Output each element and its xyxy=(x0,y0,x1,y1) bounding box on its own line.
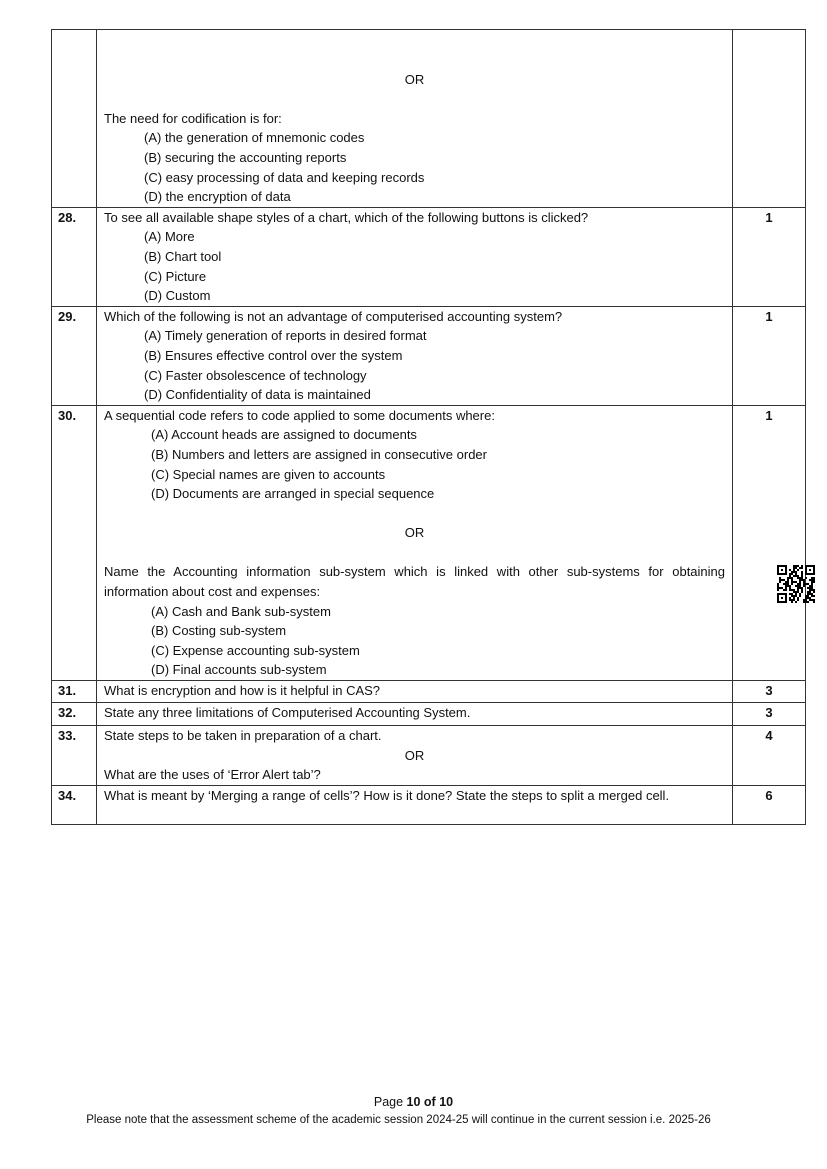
question-row xyxy=(52,207,806,306)
answer-option: (A) Cash and Bank sub-system xyxy=(151,603,331,619)
answer-option: (D) Documents are arranged in special sequence xyxy=(151,486,435,502)
or-separator: OR xyxy=(404,525,425,541)
answer-option: (D) Custom xyxy=(144,288,211,304)
page-current: 10 xyxy=(406,1095,421,1109)
page-number xyxy=(0,1095,827,1109)
marks: 6 xyxy=(733,786,806,825)
question-text-cell xyxy=(97,726,733,786)
page-total: 10 xyxy=(439,1095,454,1109)
marks: 3 xyxy=(733,681,806,703)
question-row xyxy=(52,786,806,825)
footer-note: Please note that the assessment scheme of the academic session 2024-25 will continue in the current session i.e. 2025-26 xyxy=(86,1114,711,1126)
marks: 4 xyxy=(733,726,806,786)
question-text: To see all available shape styles of a chart, which of the following buttons is clicked? xyxy=(104,209,589,225)
question-text: Name the Accounting information sub-system which is linked with other sub-systems for obtaining information about cost and expenses: xyxy=(104,564,725,600)
answer-option: (C) Expense accounting sub-system xyxy=(151,642,360,658)
question-text-cell xyxy=(97,30,733,208)
answer-option: (D) the encryption of data xyxy=(144,189,291,205)
answer-option: (B) Ensures effective control over the system xyxy=(144,347,403,363)
page-of: of xyxy=(420,1095,440,1109)
question-row xyxy=(52,306,806,405)
question-number: 33. xyxy=(52,726,97,786)
question-number: 32. xyxy=(52,703,97,726)
question-number: 28. xyxy=(52,207,97,306)
question-text-cell xyxy=(97,405,733,680)
question-text: State any three limitations of Computerised Accounting System. xyxy=(104,705,471,721)
question-number: 34. xyxy=(52,786,97,825)
question-text: Which of the following is not an advantage of computerised accounting system? xyxy=(104,308,563,324)
answer-option: (B) Numbers and letters are assigned in consecutive order xyxy=(151,446,487,462)
answer-option: (A) the generation of mnemonic codes xyxy=(144,130,365,146)
answer-option: (D) Final accounts sub-system xyxy=(151,662,327,678)
question-text-cell xyxy=(97,207,733,306)
page-label: Page xyxy=(373,1095,407,1109)
question-text-cell xyxy=(97,681,733,703)
question-row xyxy=(52,30,806,208)
answer-option: (B) Chart tool xyxy=(144,248,222,264)
question-text: What is meant by ‘Merging a range of cells’? How is it done? State the steps to split a merged cell. xyxy=(104,788,670,804)
or-separator: OR xyxy=(404,71,425,87)
answer-option: (C) easy processing of data and keeping records xyxy=(144,169,425,185)
question-text: The need for codification is for: xyxy=(104,110,282,126)
question-text: What is encryption and how is it helpful in CAS? xyxy=(104,683,381,699)
question-number: 29. xyxy=(52,306,97,405)
question-text: State steps to be taken in preparation of a chart. xyxy=(104,728,382,744)
question-row xyxy=(52,405,806,680)
marks: 1 xyxy=(733,207,806,306)
question-text: What are the uses of ‘Error Alert tab’? xyxy=(104,767,321,783)
answer-option: (C) Faster obsolescence of technology xyxy=(144,367,367,383)
answer-option: (C) Special names are given to accounts xyxy=(151,466,386,482)
question-text: A sequential code refers to code applied to some documents where: xyxy=(104,407,495,423)
marks: 1 xyxy=(733,405,806,680)
marks: 3 xyxy=(733,703,806,726)
answer-option: (B) Costing sub-system xyxy=(151,623,287,639)
qr-code-icon xyxy=(777,565,815,603)
marks xyxy=(733,30,806,208)
or-separator: OR xyxy=(404,747,425,763)
answer-option: (A) Timely generation of reports in desired format xyxy=(144,328,427,344)
question-number xyxy=(52,30,97,208)
question-table xyxy=(51,29,806,825)
question-text-cell xyxy=(97,703,733,726)
question-row xyxy=(52,681,806,703)
question-row xyxy=(52,726,806,786)
answer-option: (B) securing the accounting reports xyxy=(144,149,347,165)
question-row xyxy=(52,703,806,726)
question-text-cell xyxy=(97,306,733,405)
answer-option: (A) Account heads are assigned to documents xyxy=(151,427,417,443)
answer-option: (A) More xyxy=(144,229,195,245)
question-number: 30. xyxy=(52,405,97,680)
question-number: 31. xyxy=(52,681,97,703)
marks: 1 xyxy=(733,306,806,405)
answer-option: (C) Picture xyxy=(144,268,207,284)
answer-option: (D) Confidentiality of data is maintained xyxy=(144,387,371,403)
question-text-cell xyxy=(97,786,733,825)
